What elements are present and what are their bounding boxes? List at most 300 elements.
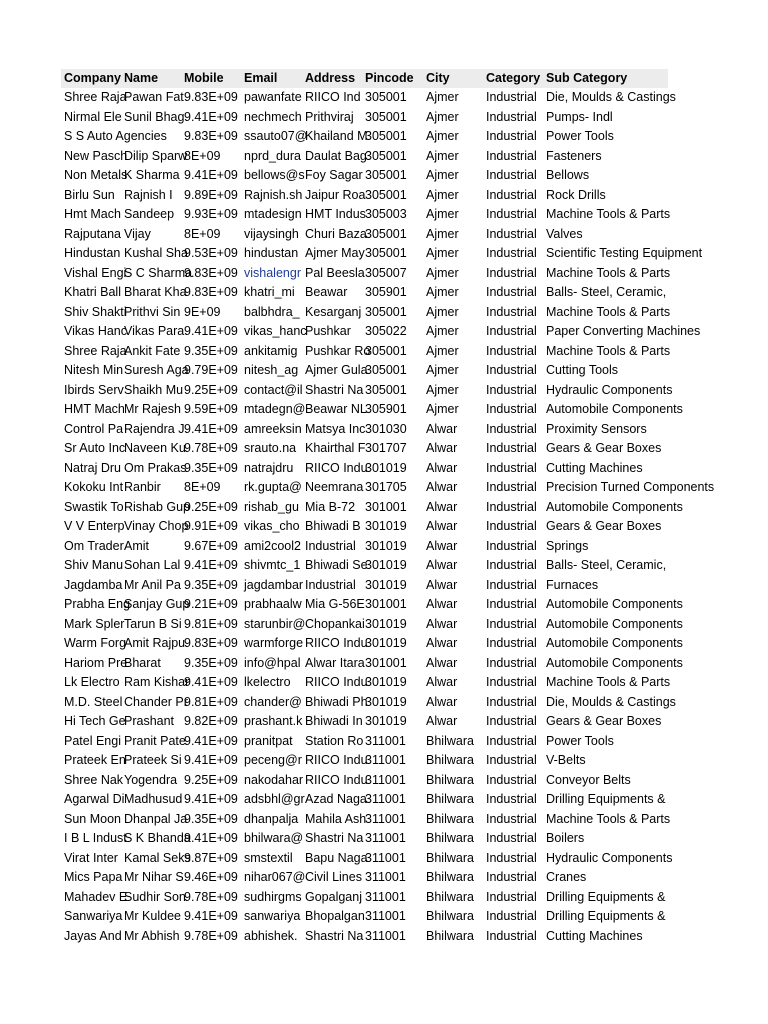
mobile-cell[interactable]: 9.81E+09 (184, 616, 238, 631)
sub-category-cell[interactable]: Machine Tools & Parts (546, 265, 671, 280)
pincode-cell[interactable]: 301019 (365, 519, 407, 533)
city-cell[interactable]: Alwar (426, 421, 458, 436)
company-cell[interactable]: Hi Tech Ge (64, 714, 126, 728)
email-cell[interactable]: vijaysingh (244, 226, 299, 241)
company-cell[interactable]: Mahadev E (64, 889, 128, 904)
category-cell[interactable]: Industrial (486, 480, 537, 494)
city-cell[interactable]: Ajmer (426, 363, 459, 377)
email-cell[interactable]: bhilwara@ (244, 831, 304, 845)
address-cell[interactable]: Azad Naga (305, 792, 367, 806)
sub-category-cell[interactable]: Automobile Components (546, 636, 683, 650)
category-cell[interactable]: Industrial (486, 909, 537, 923)
mobile-cell[interactable]: 9.41E+09 (184, 909, 238, 923)
city-cell[interactable]: Ajmer (426, 265, 459, 280)
category-cell[interactable]: Industrial (486, 753, 537, 767)
email-cell[interactable]: bellows@s (244, 168, 305, 182)
pincode-cell[interactable]: 311001 (365, 928, 406, 943)
name-cell[interactable]: Ram Kishar (124, 675, 190, 689)
address-cell[interactable]: Kesarganj (305, 304, 362, 319)
company-cell[interactable]: Agarwal Di (64, 792, 125, 806)
name-cell[interactable]: Naveen Ku (124, 441, 186, 455)
pincode-cell[interactable]: 311001 (365, 733, 406, 748)
category-cell[interactable]: Industrial (486, 831, 537, 845)
column-header-sub-category[interactable]: Sub Category (546, 71, 628, 85)
mobile-cell[interactable]: 9.87E+09 (184, 850, 238, 865)
category-cell[interactable]: Industrial (486, 343, 537, 358)
name-cell[interactable]: K Sharma (124, 168, 180, 182)
pincode-cell[interactable]: 305003 (365, 207, 407, 221)
company-cell[interactable]: Shiv Shakti (64, 304, 127, 319)
company-cell[interactable]: Non Metals (64, 168, 128, 182)
address-cell[interactable]: Pal Beesla (305, 265, 365, 280)
category-cell[interactable]: Industrial (486, 675, 537, 689)
email-cell[interactable]: warmforge (244, 636, 304, 650)
email-cell[interactable]: vikas_hanc (244, 324, 307, 338)
sub-category-cell[interactable]: Pumps- Indl (546, 109, 613, 124)
company-cell[interactable]: S S Auto Agencies (64, 129, 167, 143)
name-cell[interactable]: Kamal Seks (124, 850, 191, 865)
company-cell[interactable]: M.D. Steel (64, 694, 123, 709)
category-cell[interactable]: Industrial (486, 499, 537, 514)
column-header-pincode[interactable]: Pincode (365, 71, 414, 85)
mobile-cell[interactable]: 9.35E+09 (184, 577, 238, 592)
email-cell[interactable]: hindustan (244, 246, 299, 260)
company-cell[interactable]: Rajputana (64, 226, 121, 241)
email-cell[interactable]: ssauto07@ (244, 129, 308, 143)
mobile-cell[interactable]: 9.91E+09 (184, 519, 238, 533)
city-cell[interactable]: Bhilwara (426, 792, 474, 806)
pincode-cell[interactable]: 311001 (365, 792, 406, 806)
pincode-cell[interactable]: 305901 (365, 285, 407, 299)
name-cell[interactable]: Amit (124, 538, 149, 553)
name-cell[interactable]: Sunil Bhag (124, 109, 185, 124)
email-cell[interactable]: rishab_gu (244, 499, 299, 514)
pincode-cell[interactable]: 305001 (365, 382, 407, 397)
pincode-cell[interactable]: 305001 (365, 304, 407, 319)
company-cell[interactable]: Patel Engi (64, 733, 121, 748)
name-cell[interactable]: Prateek Si (124, 753, 182, 767)
sub-category-cell[interactable]: Die, Moulds & Castings (546, 90, 676, 104)
mobile-cell[interactable]: 9.25E+09 (184, 772, 238, 787)
category-cell[interactable]: Industrial (486, 460, 537, 475)
mobile-cell[interactable]: 9.78E+09 (184, 889, 238, 904)
company-cell[interactable]: Hmt Mach (64, 207, 121, 221)
name-cell[interactable]: Rishab Gup (124, 499, 191, 514)
name-cell[interactable]: Sandeep (124, 207, 175, 221)
mobile-cell[interactable]: 9.93E+09 (184, 207, 238, 221)
sub-category-cell[interactable]: Cutting Tools (546, 363, 619, 377)
name-cell[interactable]: Amit Rajpu (124, 636, 186, 650)
city-cell[interactable]: Ajmer (426, 402, 459, 416)
city-cell[interactable]: Bhilwara (426, 889, 474, 904)
mobile-cell[interactable]: 9.41E+09 (184, 753, 238, 767)
address-cell[interactable]: Shastri Na (305, 928, 364, 943)
mobile-cell[interactable]: 9.25E+09 (184, 499, 238, 514)
category-cell[interactable]: Industrial (486, 714, 537, 728)
city-cell[interactable]: Alwar (426, 694, 458, 709)
mobile-cell[interactable]: 9.35E+09 (184, 655, 238, 670)
sub-category-cell[interactable]: Rock Drills (546, 187, 606, 202)
mobile-cell[interactable]: 9.41E+09 (184, 421, 238, 436)
address-cell[interactable]: Khailand M (305, 129, 368, 143)
address-cell[interactable]: Bhiwadi B (305, 519, 361, 533)
company-cell[interactable]: Sun Moon (64, 811, 121, 826)
city-cell[interactable]: Bhilwara (426, 811, 474, 826)
email-cell[interactable]: prabhaalw (244, 597, 302, 611)
category-cell[interactable]: Industrial (486, 616, 537, 631)
sub-category-cell[interactable]: Machine Tools & Parts (546, 304, 671, 319)
address-cell[interactable]: Pushkar (305, 324, 351, 338)
mobile-cell[interactable]: 9.83E+09 (184, 90, 238, 104)
pincode-cell[interactable]: 305022 (365, 324, 407, 338)
city-cell[interactable]: Ajmer (426, 187, 459, 202)
company-cell[interactable]: Om Trader (64, 538, 124, 553)
address-cell[interactable]: Neemrana (305, 480, 364, 494)
sub-category-cell[interactable]: Balls- Steel, Ceramic, (546, 285, 667, 299)
city-cell[interactable]: Bhilwara (426, 850, 474, 865)
mobile-cell[interactable]: 8E+09 (184, 226, 221, 241)
column-header-address[interactable]: Address (305, 71, 356, 85)
sub-category-cell[interactable]: Furnaces (546, 577, 599, 592)
name-cell[interactable]: Bharat Kha (124, 285, 187, 299)
category-cell[interactable]: Industrial (486, 90, 537, 104)
address-cell[interactable]: RIICO Indu (305, 753, 368, 767)
address-cell[interactable]: Bhiwadi Ph (305, 694, 368, 709)
sub-category-cell[interactable]: Cutting Machines (546, 460, 643, 475)
email-cell[interactable]: pawanfate (244, 90, 302, 104)
address-cell[interactable]: Ajmer Gula (305, 363, 368, 377)
sub-category-cell[interactable]: Cranes (546, 870, 587, 884)
address-cell[interactable]: Jaipur Roa (305, 187, 366, 202)
city-cell[interactable]: Alwar (426, 460, 458, 475)
company-cell[interactable]: Sanwariya (64, 909, 123, 923)
pincode-cell[interactable]: 305001 (365, 246, 407, 260)
city-cell[interactable]: Ajmer (426, 382, 459, 397)
mobile-cell[interactable]: 9.46E+09 (184, 870, 238, 884)
email-cell[interactable]: peceng@r (244, 753, 302, 767)
address-cell[interactable]: Khairthal F (305, 441, 366, 455)
city-cell[interactable]: Bhilwara (426, 733, 474, 748)
email-cell[interactable]: mtadegn@ (244, 402, 306, 416)
email-cell[interactable]: vishalengr (244, 265, 301, 280)
address-cell[interactable]: Bapu Naga (305, 850, 368, 865)
sub-category-cell[interactable]: V-Belts (546, 753, 586, 767)
company-cell[interactable]: Natraj Dru (64, 460, 121, 475)
mobile-cell[interactable]: 8E+09 (184, 480, 221, 494)
address-cell[interactable]: Bhiwadi Se (305, 558, 368, 572)
sub-category-cell[interactable]: Die, Moulds & Castings (546, 694, 676, 709)
category-cell[interactable]: Industrial (486, 421, 537, 436)
address-cell[interactable]: Daulat Bag (305, 148, 367, 163)
company-cell[interactable]: Lk Electro (64, 675, 120, 689)
city-cell[interactable]: Alwar (426, 577, 458, 592)
company-cell[interactable]: Hariom Pre (64, 655, 128, 670)
email-cell[interactable]: info@hpal (244, 655, 301, 670)
pincode-cell[interactable]: 311001 (365, 909, 406, 923)
city-cell[interactable]: Alwar (426, 441, 458, 455)
category-cell[interactable]: Industrial (486, 597, 537, 611)
sub-category-cell[interactable]: Drilling Equipments & (546, 792, 666, 806)
category-cell[interactable]: Industrial (486, 772, 537, 787)
name-cell[interactable]: S C Sharma (124, 265, 193, 280)
category-cell[interactable]: Industrial (486, 168, 537, 182)
category-cell[interactable]: Industrial (486, 402, 537, 416)
mobile-cell[interactable]: 9.53E+09 (184, 246, 238, 260)
address-cell[interactable]: RIICO Indu (305, 772, 368, 787)
category-cell[interactable]: Industrial (486, 363, 537, 377)
pincode-cell[interactable]: 301001 (365, 597, 407, 611)
city-cell[interactable]: Alwar (426, 499, 458, 514)
city-cell[interactable]: Bhilwara (426, 772, 474, 787)
email-cell[interactable]: Rajnish.sh (244, 187, 303, 202)
company-cell[interactable]: I B L Indust (64, 831, 127, 845)
pincode-cell[interactable]: 311001 (365, 831, 406, 845)
name-cell[interactable]: Vinay Chop (124, 519, 189, 533)
name-cell[interactable]: Sudhir Son (124, 889, 186, 904)
sub-category-cell[interactable]: Hydraulic Components (546, 850, 673, 865)
mobile-cell[interactable]: 9.41E+09 (184, 792, 238, 806)
mobile-cell[interactable]: 9E+09 (184, 304, 221, 319)
city-cell[interactable]: Bhilwara (426, 928, 474, 943)
sub-category-cell[interactable]: Drilling Equipments & (546, 889, 666, 904)
city-cell[interactable]: Alwar (426, 519, 458, 533)
pincode-cell[interactable]: 301019 (365, 577, 407, 592)
email-cell[interactable]: abhishek. (244, 928, 298, 943)
sub-category-cell[interactable]: Machine Tools & Parts (546, 207, 671, 221)
email-cell[interactable]: shivmtc_1 (244, 558, 301, 572)
email-cell[interactable]: ankitamig (244, 343, 298, 358)
address-cell[interactable]: Mia G-56E (305, 597, 365, 611)
email-cell[interactable]: contact@il (244, 382, 303, 397)
company-cell[interactable]: Sr Auto Inc (64, 441, 126, 455)
category-cell[interactable]: Industrial (486, 441, 537, 455)
category-cell[interactable]: Industrial (486, 577, 537, 592)
pincode-cell[interactable]: 301019 (365, 675, 407, 689)
category-cell[interactable]: Industrial (486, 285, 537, 299)
address-cell[interactable]: Bhiwadi In (305, 714, 363, 728)
company-cell[interactable]: Swastik To (64, 499, 124, 514)
address-cell[interactable]: RIICO Ind (305, 90, 361, 104)
name-cell[interactable]: Pawan Fat (124, 90, 184, 104)
company-cell[interactable]: Shree Raja (64, 343, 127, 358)
address-cell[interactable]: Foy Sagar (305, 168, 363, 182)
address-cell[interactable]: RIICO Indu (305, 460, 368, 475)
company-cell[interactable]: New Pasch (64, 148, 128, 163)
company-cell[interactable]: Control Pa (64, 421, 124, 436)
category-cell[interactable]: Industrial (486, 129, 537, 143)
sub-category-cell[interactable]: Gears & Gear Boxes (546, 714, 662, 728)
company-cell[interactable]: V V Enterp (64, 519, 125, 533)
pincode-cell[interactable]: 305001 (365, 109, 407, 124)
name-cell[interactable]: Vikas Para (124, 324, 185, 338)
city-cell[interactable]: Bhilwara (426, 909, 474, 923)
company-cell[interactable]: Ibirds Serv (64, 382, 124, 397)
pincode-cell[interactable]: 301705 (365, 480, 407, 494)
mobile-cell[interactable]: 9.35E+09 (184, 460, 238, 475)
city-cell[interactable]: Alwar (426, 655, 458, 670)
sub-category-cell[interactable]: Power Tools (546, 733, 614, 748)
city-cell[interactable]: Ajmer (426, 226, 459, 241)
city-cell[interactable]: Alwar (426, 616, 458, 631)
email-cell[interactable]: nakodahar (244, 772, 304, 787)
column-header-company[interactable]: Company (64, 71, 121, 85)
city-cell[interactable]: Alwar (426, 636, 458, 650)
name-cell[interactable]: Shaikh Mu (124, 382, 184, 397)
address-cell[interactable]: Mahila Ash (305, 811, 367, 826)
sub-category-cell[interactable]: Cutting Machines (546, 928, 643, 943)
email-cell[interactable]: smstextil (244, 850, 293, 865)
address-cell[interactable]: Gopalganj (305, 889, 362, 904)
mobile-cell[interactable]: 9.35E+09 (184, 343, 238, 358)
mobile-cell[interactable]: 9.41E+09 (184, 168, 238, 182)
name-cell[interactable]: Dilip Sparw (124, 148, 188, 163)
category-cell[interactable]: Industrial (486, 889, 537, 904)
name-cell[interactable]: Ranbir (124, 480, 161, 494)
mobile-cell[interactable]: 9.79E+09 (184, 363, 238, 377)
address-cell[interactable]: HMT Indus (305, 207, 366, 221)
address-cell[interactable]: Beawar NL (305, 402, 367, 416)
address-cell[interactable]: RIICO Indu (305, 636, 368, 650)
pincode-cell[interactable]: 305001 (365, 148, 407, 163)
category-cell[interactable]: Industrial (486, 694, 537, 709)
company-cell[interactable]: Jayas And (64, 928, 122, 943)
address-cell[interactable]: Pushkar Ro (305, 343, 371, 358)
column-header-category[interactable]: Category (486, 71, 541, 85)
mobile-cell[interactable]: 9.82E+09 (184, 714, 238, 728)
name-cell[interactable]: Rajnish I (124, 187, 173, 202)
city-cell[interactable]: Bhilwara (426, 831, 474, 845)
category-cell[interactable]: Industrial (486, 265, 537, 280)
category-cell[interactable]: Industrial (486, 870, 537, 884)
name-cell[interactable]: Prithvi Sin (124, 304, 181, 319)
city-cell[interactable]: Ajmer (426, 168, 459, 182)
mobile-cell[interactable]: 9.59E+09 (184, 402, 238, 416)
name-cell[interactable]: Mr Nihar S (124, 870, 184, 884)
mobile-cell[interactable]: 9.83E+09 (184, 285, 238, 299)
company-cell[interactable]: Nirmal Ele (64, 109, 122, 124)
city-cell[interactable]: Ajmer (426, 246, 459, 260)
name-cell[interactable]: Kushal Sha (124, 246, 188, 260)
city-cell[interactable]: Ajmer (426, 90, 459, 104)
address-cell[interactable]: Mia B-72 (305, 499, 356, 514)
pincode-cell[interactable]: 305007 (365, 265, 407, 280)
company-cell[interactable]: Virat Inter (64, 850, 118, 865)
email-cell[interactable]: pranitpat (244, 733, 293, 748)
pincode-cell[interactable]: 305001 (365, 226, 407, 241)
mobile-cell[interactable]: 9.81E+09 (184, 694, 238, 709)
company-cell[interactable]: Mics Papa (64, 870, 123, 884)
address-cell[interactable]: Alwar Itara (305, 655, 365, 670)
name-cell[interactable]: Pranit Pate (124, 733, 186, 748)
mobile-cell[interactable]: 9.83E+09 (184, 636, 238, 650)
name-cell[interactable]: Madhusud (124, 792, 183, 806)
address-cell[interactable]: Chopankai (305, 616, 365, 631)
email-cell[interactable]: amreeksin (244, 421, 302, 436)
sub-category-cell[interactable]: Conveyor Belts (546, 772, 631, 787)
name-cell[interactable]: Bharat (124, 655, 161, 670)
name-cell[interactable]: Dhanpal Ja (124, 811, 188, 826)
sub-category-cell[interactable]: Gears & Gear Boxes (546, 519, 662, 533)
mobile-cell[interactable]: 9.25E+09 (184, 382, 238, 397)
pincode-cell[interactable]: 311001 (365, 811, 406, 826)
city-cell[interactable]: Alwar (426, 675, 458, 689)
email-cell[interactable]: ami2cool2 (244, 538, 301, 553)
city-cell[interactable]: Ajmer (426, 324, 459, 338)
mobile-cell[interactable]: 9.41E+09 (184, 831, 238, 845)
email-cell[interactable]: nitesh_ag (244, 363, 299, 377)
pincode-cell[interactable]: 301019 (365, 558, 407, 572)
sub-category-cell[interactable]: Automobile Components (546, 402, 683, 416)
pincode-cell[interactable]: 301707 (365, 441, 407, 455)
company-cell[interactable]: Vishal Engi (64, 265, 127, 280)
company-cell[interactable]: Mark Spler (64, 616, 125, 631)
sub-category-cell[interactable]: Machine Tools & Parts (546, 675, 671, 689)
category-cell[interactable]: Industrial (486, 519, 537, 533)
city-cell[interactable]: Ajmer (426, 343, 459, 358)
email-cell[interactable]: chander@ (244, 694, 302, 709)
mobile-cell[interactable]: 9.83E+09 (184, 265, 238, 280)
company-cell[interactable]: Birlu Sun (64, 187, 115, 202)
sub-category-cell[interactable]: Automobile Components (546, 499, 683, 514)
category-cell[interactable]: Industrial (486, 928, 537, 943)
pincode-cell[interactable]: 301019 (365, 538, 407, 553)
pincode-cell[interactable]: 311001 (365, 850, 406, 865)
category-cell[interactable]: Industrial (486, 226, 537, 241)
name-cell[interactable]: Mr Kuldee (124, 909, 181, 923)
city-cell[interactable]: Alwar (426, 714, 458, 728)
email-cell[interactable]: natrajdru (244, 460, 294, 475)
email-cell[interactable]: mtadesign (244, 207, 302, 221)
name-cell[interactable]: S K Bhanda (124, 831, 191, 845)
sub-category-cell[interactable]: Automobile Components (546, 616, 683, 631)
pincode-cell[interactable]: 305901 (365, 402, 407, 416)
sub-category-cell[interactable]: Hydraulic Components (546, 382, 673, 397)
company-cell[interactable]: Warm Forg (64, 636, 127, 650)
email-cell[interactable]: adsbhl@gr (244, 792, 305, 806)
email-cell[interactable]: lkelectro (244, 675, 291, 689)
mobile-cell[interactable]: 9.21E+09 (184, 597, 238, 611)
city-cell[interactable]: Alwar (426, 480, 458, 494)
sub-category-cell[interactable]: Automobile Components (546, 655, 683, 670)
category-cell[interactable]: Industrial (486, 148, 537, 163)
email-cell[interactable]: nihar067@ (244, 870, 306, 884)
company-cell[interactable]: Shree Raja (64, 90, 127, 104)
category-cell[interactable]: Industrial (486, 324, 537, 338)
email-cell[interactable]: nprd_dura (244, 148, 301, 163)
sub-category-cell[interactable]: Paper Converting Machines (546, 324, 701, 338)
sub-category-cell[interactable]: Machine Tools & Parts (546, 343, 671, 358)
name-cell[interactable]: Chander Pr (124, 694, 188, 709)
name-cell[interactable]: Sanjay Gup (124, 597, 190, 611)
address-cell[interactable]: Industrial (305, 577, 356, 592)
category-cell[interactable]: Industrial (486, 207, 537, 221)
city-cell[interactable]: Bhilwara (426, 753, 474, 767)
category-cell[interactable]: Industrial (486, 558, 537, 572)
city-cell[interactable]: Alwar (426, 538, 458, 553)
email-cell[interactable]: rk.gupta@ (244, 480, 302, 494)
company-cell[interactable]: Hindustan (64, 246, 121, 260)
category-cell[interactable]: Industrial (486, 246, 537, 260)
company-cell[interactable]: Khatri Ball (64, 285, 121, 299)
city-cell[interactable]: Ajmer (426, 285, 459, 299)
email-cell[interactable]: jagdambar (244, 577, 304, 592)
category-cell[interactable]: Industrial (486, 382, 537, 397)
pincode-cell[interactable]: 305001 (365, 363, 407, 377)
pincode-cell[interactable]: 305001 (365, 187, 407, 202)
category-cell[interactable]: Industrial (486, 792, 537, 806)
mobile-cell[interactable]: 9.83E+09 (184, 129, 238, 143)
mobile-cell[interactable]: 9.78E+09 (184, 928, 238, 943)
